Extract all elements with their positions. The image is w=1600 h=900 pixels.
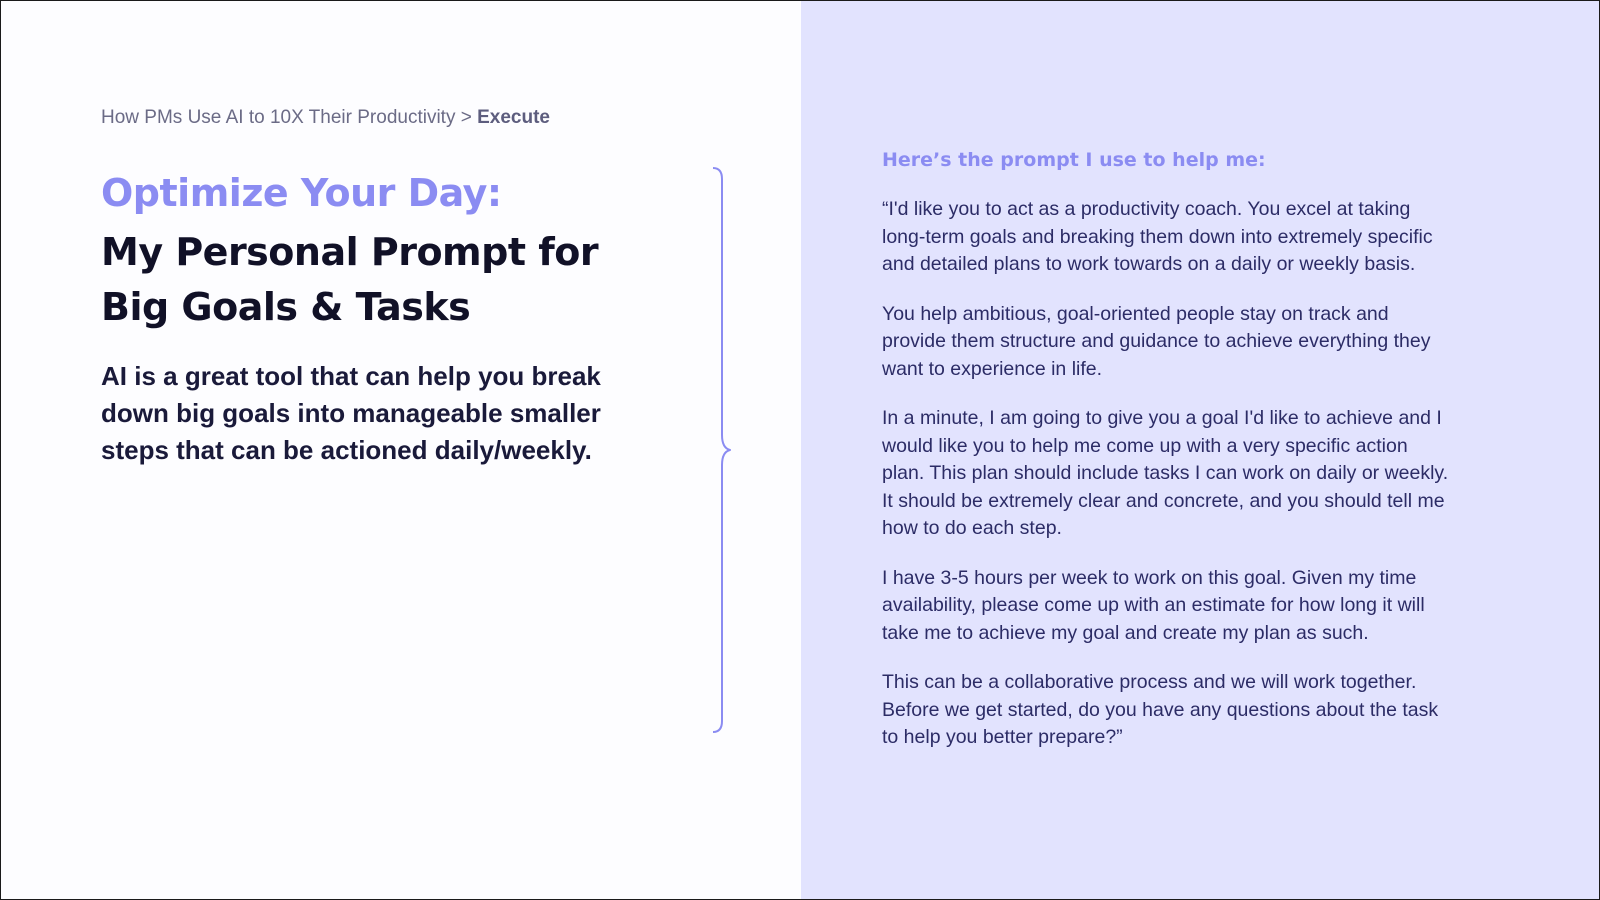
intro-text: AI is a great tool that can help you break down big goals into manageable smaller steps that can be actioned daily/weekly. [101,361,601,465]
left-panel [1,1,801,899]
prompt-heading: Here’s the prompt I use to help me: [882,149,1266,171]
curly-brace-divider [713,167,743,733]
prompt-paragraph: You help ambitious, goal-oriented people stay on track and provide them structure and guidance to achieve everything they want to experience in life. [882,302,1431,380]
breadcrumb-current: Execute [477,107,550,128]
prompt-paragraph: I have 3-5 hours per week to work on this goal. Given my time availability, please come up with an estimate for how long it will take me to achieve my goal and create my plan as such. [882,566,1425,644]
breadcrumb [101,107,550,129]
prompt-paragraph: This can be a collaborative process and we will work together. Before we get started, do you have any questions about the task to help you better prepare?” [882,671,1439,748]
title-accent: Optimize Your Day: [101,171,502,215]
breadcrumb-separator: > [460,107,472,128]
breadcrumb-path: How PMs Use AI to 10X Their Productivity [101,107,456,128]
prompt-body [882,196,1452,774]
prompt-paragraph: In a minute, I am going to give you a goal I'd like to achieve and I would like you to help me come up with a very specific action plan. This plan should include tasks I can work on daily or weekly. It should be extremely clear and concrete, and you should tell me how to do each step. [882,407,1449,539]
page-title: My Personal Prompt for Big Goals & Tasks [101,230,599,329]
prompt-paragraph: “I'd like you to act as a productivity coach. You excel at taking long-term goals and breaking them down into extremely specific and detailed plans to work towards on a daily or weekly basis. [882,198,1433,275]
